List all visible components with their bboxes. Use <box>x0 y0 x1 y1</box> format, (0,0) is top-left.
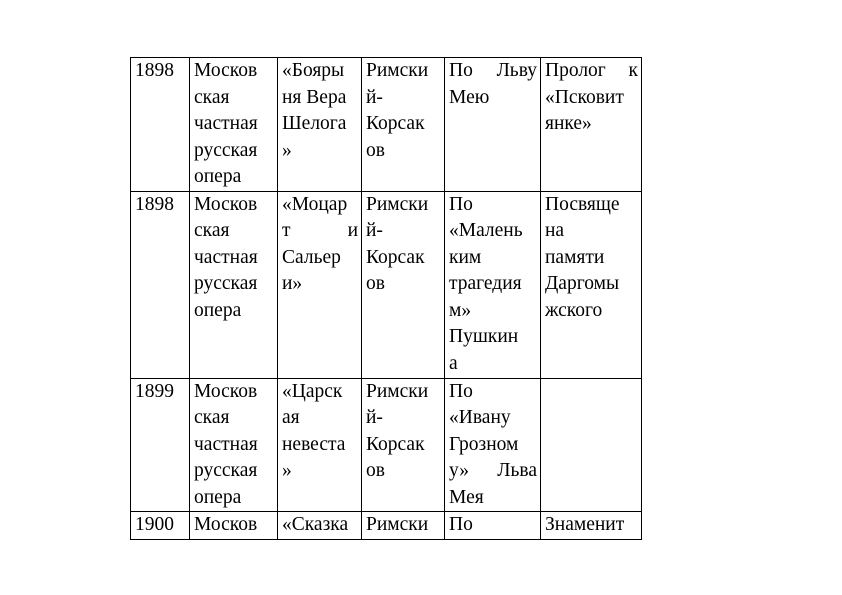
cell-text-line: Римски <box>366 193 429 215</box>
cell-text-line: Сальер <box>282 246 341 268</box>
composer-cell <box>362 512 445 540</box>
cell-text-line <box>282 218 358 245</box>
cell-text-word: т <box>282 220 291 241</box>
cell-text-line: ким <box>449 246 482 268</box>
cell-text-line: «Царск <box>282 380 343 402</box>
opera-title-cell <box>278 58 362 192</box>
cell-text-line: Москов <box>194 60 258 81</box>
opera-title-cell <box>278 378 362 512</box>
cell-text-line: янке» <box>545 113 592 134</box>
composer-cell <box>362 378 445 512</box>
cell-text-line: й- <box>366 86 383 108</box>
cell-text-word: у» <box>449 460 469 481</box>
cell-text-line: частная <box>194 246 258 268</box>
cell-text-line: й- <box>366 407 383 428</box>
note-cell <box>541 58 642 192</box>
cell-text-line: Москов <box>194 380 258 402</box>
cell-text-line: Корсак <box>366 113 425 134</box>
cell-text-line: ов <box>366 273 385 294</box>
cell-text-line: По <box>449 514 473 535</box>
cell-text-line <box>449 458 537 485</box>
cell-text-line: «Моцар <box>282 193 348 215</box>
cell-text-line: Грозном <box>449 433 519 455</box>
cell-text-line: Корсак <box>366 246 425 268</box>
table-row <box>131 512 642 540</box>
cell-text-line: ов <box>366 460 385 481</box>
table-row <box>131 378 642 512</box>
theatre-cell <box>190 378 278 512</box>
cell-text-line: памяти <box>545 246 605 268</box>
cell-text-line: русская <box>194 273 258 294</box>
cell-text-line: Пушкин <box>449 326 519 347</box>
cell-text-line: «Сказка <box>282 514 349 535</box>
cell-text-line: Римски <box>366 514 429 535</box>
opera-premieres-table <box>130 57 642 540</box>
cell-text-line: опера <box>194 299 242 321</box>
cell-text-line: и» <box>282 273 303 294</box>
cell-text-line: а <box>449 352 458 374</box>
composer-cell <box>362 191 445 378</box>
cell-text-line: жского <box>545 299 603 321</box>
cell-text-line: Знаменит <box>545 514 625 535</box>
cell-text-line: трагедия <box>449 273 522 294</box>
opera-title-cell <box>278 512 362 540</box>
table-body <box>131 58 642 540</box>
cell-text-word: Льва <box>497 460 537 481</box>
cell-text-line: «Псковит <box>545 86 624 108</box>
cell-text-line: » <box>282 139 292 161</box>
cell-text-line: частная <box>194 113 258 134</box>
cell-text-line <box>545 58 638 85</box>
note-cell <box>541 378 642 512</box>
literary-source-cell <box>445 378 541 512</box>
cell-text-line: Римски <box>366 380 429 402</box>
cell-text-line: Москов <box>194 514 258 535</box>
theatre-cell <box>190 58 278 192</box>
cell-text-word: Пролог <box>545 60 606 81</box>
literary-source-cell <box>445 512 541 540</box>
cell-text-word: По <box>449 60 473 81</box>
cell-text-line: Посвяще <box>545 193 620 215</box>
cell-text-line: русская <box>194 460 258 481</box>
cell-text-line: По <box>449 380 473 402</box>
cell-text-line: ская <box>194 220 230 241</box>
cell-text-line: «Малень <box>449 220 523 241</box>
year-cell: 1900 <box>131 512 190 540</box>
literary-source-cell <box>445 191 541 378</box>
cell-text-line: Римски <box>366 60 429 81</box>
cell-text-line: м» <box>449 299 472 321</box>
cell-text-line: опера <box>194 486 242 508</box>
opera-title-cell <box>278 191 362 378</box>
cell-text-line: Мею <box>449 86 490 108</box>
cell-text-line: ов <box>366 139 385 161</box>
cell-text-line: «Бояры <box>282 60 345 81</box>
composer-cell <box>362 58 445 192</box>
theatre-cell <box>190 512 278 540</box>
cell-text-line: ская <box>194 407 230 428</box>
cell-text-line: ская <box>194 86 230 108</box>
cell-text-line: Мея <box>449 486 484 508</box>
cell-text-line: русская <box>194 139 258 161</box>
cell-text-line: опера <box>194 166 242 187</box>
table-row <box>131 58 642 192</box>
theatre-cell <box>190 191 278 378</box>
cell-text-line: По <box>449 193 473 215</box>
cell-text-line: Москов <box>194 193 258 215</box>
cell-text-line: невеста <box>282 433 346 455</box>
cell-text-line: ня Вера <box>282 86 347 108</box>
year-cell: 1898 <box>131 58 190 192</box>
cell-text-line: на <box>545 220 565 241</box>
cell-text-line: Шелога <box>282 113 347 134</box>
cell-text-word: к <box>628 60 638 81</box>
cell-text-word: Льву <box>496 60 537 81</box>
year-cell: 1899 <box>131 378 190 512</box>
literary-source-cell <box>445 58 541 192</box>
cell-text-line: Корсак <box>366 433 425 455</box>
cell-text-line: » <box>282 460 292 481</box>
cell-text-line: частная <box>194 433 258 455</box>
note-cell <box>541 191 642 378</box>
cell-text-word: и <box>347 220 358 241</box>
cell-text-line: «Ивану <box>449 407 511 428</box>
cell-text-line: й- <box>366 220 383 241</box>
cell-text-line <box>449 58 537 85</box>
table-row <box>131 191 642 378</box>
cell-text-line: Даргомы <box>545 273 620 294</box>
cell-text-line: ая <box>282 407 300 428</box>
year-cell: 1898 <box>131 191 190 378</box>
note-cell <box>541 512 642 540</box>
